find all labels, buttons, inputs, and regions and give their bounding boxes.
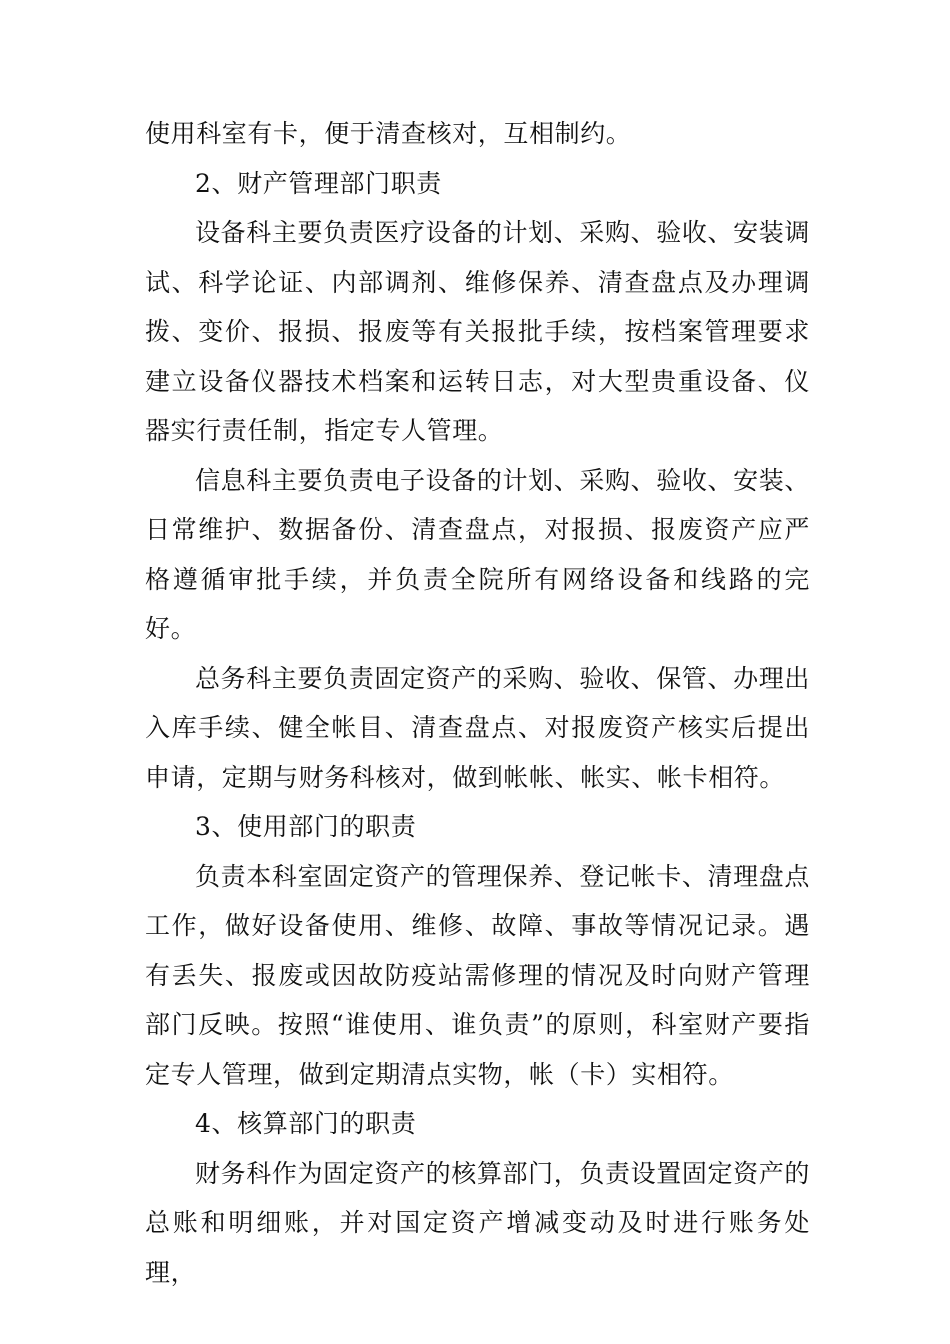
section-heading-4: 4、核算部门的职责 bbox=[195, 1109, 417, 1138]
paragraph-general-affairs-dept: 总务科主要负责固定资产的采购、验收、保管、办理出入库手续、健全帐目、清查盘点、对报废资产核实后提出申请，定期与财务科核对，做到帐帐、帐实、帐卡相符。 bbox=[145, 663, 810, 792]
paragraph-accounting-dept: 财务科作为固定资产的核算部门，负责设置固定资产的总账和明细账，并对国定资产增减变动及时进行账务处理， bbox=[145, 1158, 810, 1287]
paragraph-using-dept: 负责本科室固定资产的管理保养、登记帐卡、清理盘点工作，做好设备使用、维修、故障、事故等情况记录。遇有丢失、报废或因故防疫站需修理的情况及时向财产管理部门反映。按照“谁使用、谁负责”的原则，科室财产要指定专人管理，做到定期清点实物，帐（卡）实相符。 bbox=[145, 861, 810, 1089]
section-heading-2: 2、财产管理部门职责 bbox=[195, 168, 442, 198]
document-body bbox=[145, 109, 810, 1297]
paragraph-information-dept: 信息科主要负责电子设备的计划、采购、验收、安装、日常维护、数据备份、清查盘点，对报损、报废资产应严格遵循审批手续，并负责全院所有网络设备和线路的完好。 bbox=[145, 465, 810, 643]
section-heading-3: 3、使用部门的职责 bbox=[195, 812, 417, 841]
paragraph-continuation: 使用科室有卡，便于清查核对，互相制约。 bbox=[145, 119, 632, 148]
paragraph-equipment-dept: 设备科主要负责医疗设备的计划、采购、验收、安装调试、科学论证、内部调剂、维修保养、清查盘点及办理调拨、变价、报损、报废等有关报批手续，按档案管理要求建立设备仪器技术档案和运转日志，对大型贵重设备、仪器实行责任制，指定专人管理。 bbox=[145, 218, 810, 445]
